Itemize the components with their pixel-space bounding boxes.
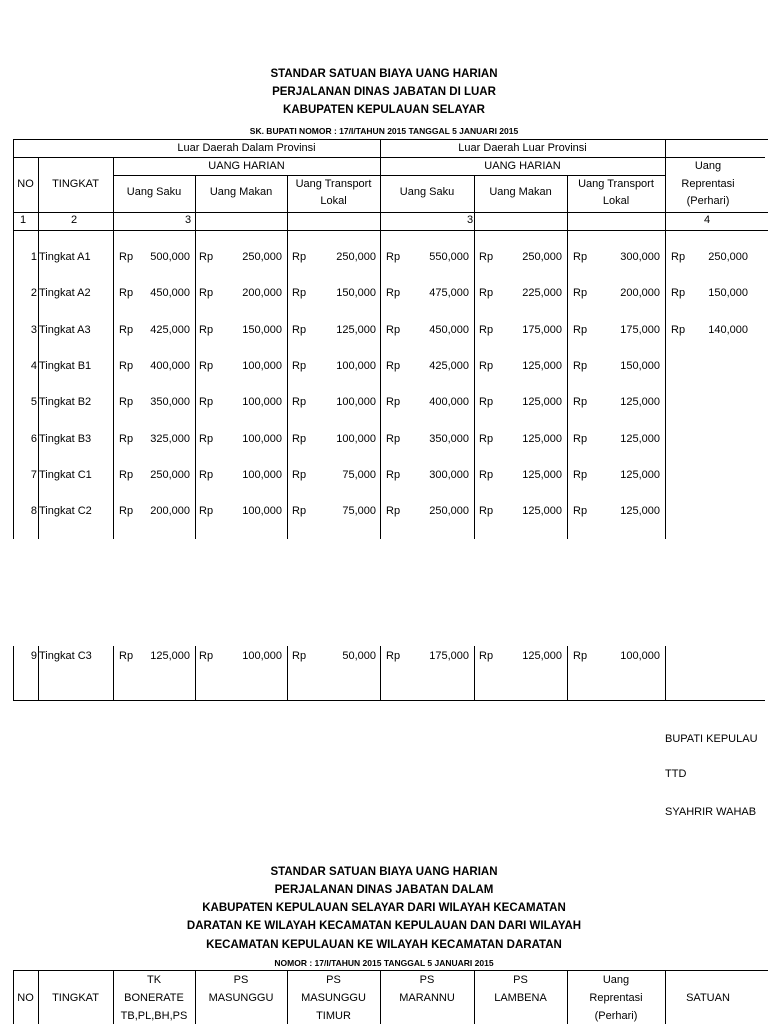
currency-label: Rp xyxy=(292,432,307,445)
amount-saku1: 325,000 xyxy=(150,432,190,445)
currency-label: Rp xyxy=(292,359,307,372)
currency-label: Rp xyxy=(292,468,307,481)
currency-label: Rp xyxy=(479,396,494,409)
grid-line xyxy=(474,175,475,539)
colnum-3a: 3 xyxy=(185,214,192,226)
doc2-header-ps-masunggu-timur-line-3: TIMUR xyxy=(316,1010,351,1022)
currency-label: Rp xyxy=(199,359,214,372)
doc2-sk-reference: NOMOR : 17/I/TAHUN 2015 TANGGAL 5 JANUARI 2015 xyxy=(274,958,494,968)
header-reprentasi-line-3: (Perhari) xyxy=(686,195,730,207)
currency-label: Rp xyxy=(119,650,134,662)
row-number: 2 xyxy=(30,287,37,300)
currency-label: Rp xyxy=(386,287,401,300)
currency-label: Rp xyxy=(199,323,214,336)
amount-makan2: 125,000 xyxy=(522,359,562,372)
amount-makan2: 125,000 xyxy=(522,432,562,445)
row-tingkat: Tingkat C3 xyxy=(39,650,92,662)
amount-repr: 150,000 xyxy=(708,287,748,300)
currency-label: Rp xyxy=(671,287,686,300)
currency-label: Rp xyxy=(386,505,401,518)
row-number: 5 xyxy=(30,396,37,409)
grid-line xyxy=(380,646,381,700)
row-tingkat: Tingkat C1 xyxy=(39,468,92,481)
grid-line xyxy=(195,175,196,539)
doc2-header-no: NO xyxy=(17,992,34,1004)
currency-label: Rp xyxy=(479,505,494,518)
currency-label: Rp xyxy=(573,251,588,263)
currency-label: Rp xyxy=(573,323,588,336)
amount-trans2: 175,000 xyxy=(620,323,660,336)
signature-ttd: TTD xyxy=(665,768,687,780)
currency-label: Rp xyxy=(573,287,588,300)
amount-makan1: 100,000 xyxy=(242,650,282,662)
grid-line xyxy=(13,230,768,231)
currency-label: Rp xyxy=(386,251,401,263)
amount-trans1: 150,000 xyxy=(336,287,376,300)
header-transport-1-line-2: Lokal xyxy=(320,195,347,207)
amount-trans1: 75,000 xyxy=(342,468,376,481)
amount-trans2: 100,000 xyxy=(620,650,660,662)
amount-makan2: 125,000 xyxy=(522,468,562,481)
amount-makan1: 100,000 xyxy=(242,359,282,372)
grid-line xyxy=(113,157,114,539)
row-number: 7 xyxy=(30,468,37,481)
amount-saku1: 125,000 xyxy=(150,650,190,662)
amount-makan2: 125,000 xyxy=(522,505,562,518)
amount-trans2: 125,000 xyxy=(620,396,660,409)
amount-makan2: 225,000 xyxy=(522,287,562,300)
amount-trans2: 300,000 xyxy=(620,251,660,263)
header-transport-2-line-2: Lokal xyxy=(602,195,630,207)
doc2-header-ps-marannu-line-1: PS xyxy=(419,974,435,986)
amount-makan1: 200,000 xyxy=(242,287,282,300)
row-number: 4 xyxy=(30,359,37,372)
currency-label: Rp xyxy=(386,359,401,372)
doc2-header-satuan: SATUAN xyxy=(686,992,730,1004)
amount-trans2: 200,000 xyxy=(620,287,660,300)
currency-label: Rp xyxy=(386,468,401,481)
currency-label: Rp xyxy=(573,359,588,372)
doc2-header-reprentasi-line-2: Reprentasi xyxy=(589,992,643,1004)
amount-saku2: 425,000 xyxy=(429,359,469,372)
currency-label: Rp xyxy=(199,396,214,409)
row-tingkat: Tingkat A3 xyxy=(39,323,91,336)
currency-label: Rp xyxy=(199,650,214,662)
amount-saku2: 250,000 xyxy=(429,505,469,518)
currency-label: Rp xyxy=(386,323,401,336)
header-uang-makan-1: Uang Makan xyxy=(209,186,273,198)
currency-label: Rp xyxy=(119,505,134,518)
doc2-header-tk-line-2: BONERATE xyxy=(124,992,184,1004)
currency-label: Rp xyxy=(386,650,401,662)
currency-label: Rp xyxy=(199,505,214,518)
currency-label: Rp xyxy=(199,432,214,445)
amount-makan1: 100,000 xyxy=(242,505,282,518)
header-uang-saku-2: Uang Saku xyxy=(399,186,455,198)
row-number: 3 xyxy=(30,323,37,336)
header-no: NO xyxy=(17,178,34,190)
grid-line xyxy=(567,175,568,539)
amount-saku1: 200,000 xyxy=(150,505,190,518)
amount-repr: 140,000 xyxy=(708,323,748,336)
doc1-title-line-2: PERJALANAN DINAS JABATAN DI LUAR xyxy=(272,86,496,98)
amount-makan1: 100,000 xyxy=(242,432,282,445)
grid-line xyxy=(474,646,475,700)
row-number: 8 xyxy=(30,505,37,518)
currency-label: Rp xyxy=(479,323,494,336)
doc2-title-line-5: KECAMATAN KEPULAUAN KE WILAYAH KECAMATAN DARATAN xyxy=(206,939,562,951)
grid-line xyxy=(13,212,768,213)
header-luar-daerah-luar-provinsi: Luar Daerah Luar Provinsi xyxy=(458,142,587,154)
amount-trans2: 125,000 xyxy=(620,505,660,518)
grid-line xyxy=(13,646,14,700)
doc2-header-ps-marannu-line-2: MARANNU xyxy=(399,992,455,1004)
currency-label: Rp xyxy=(119,432,134,445)
grid-line xyxy=(13,139,14,539)
currency-label: Rp xyxy=(119,251,134,263)
amount-trans2: 125,000 xyxy=(620,432,660,445)
currency-label: Rp xyxy=(479,287,494,300)
currency-label: Rp xyxy=(119,323,134,336)
doc2-header-ps-masunggu-line-1: PS xyxy=(233,974,249,986)
currency-label: Rp xyxy=(119,287,134,300)
doc1-sk-reference: SK. BUPATI NOMOR : 17/I/TAHUN 2015 TANGGAL 5 JANUARI 2015 xyxy=(249,126,519,136)
row-tingkat: Tingkat A1 xyxy=(39,251,91,263)
doc2-title-line-4: DARATAN KE WILAYAH KECAMATAN KEPULAUAN DAN DARI WILAYAH xyxy=(186,920,582,932)
doc1-title-line-1: STANDAR SATUAN BIAYA UANG HARIAN xyxy=(270,68,498,80)
amount-trans1: 50,000 xyxy=(342,650,376,662)
amount-trans1: 250,000 xyxy=(336,251,376,263)
row-tingkat: Tingkat B2 xyxy=(39,396,92,409)
currency-label: Rp xyxy=(292,251,307,263)
currency-label: Rp xyxy=(671,251,686,263)
currency-label: Rp xyxy=(573,468,588,481)
amount-makan2: 175,000 xyxy=(522,323,562,336)
doc2-header-tingkat: TINGKAT xyxy=(52,992,99,1004)
amount-makan2: 250,000 xyxy=(522,251,562,263)
doc2-header-ps-lambena-line-1: PS xyxy=(513,974,528,986)
currency-label: Rp xyxy=(479,432,494,445)
amount-trans1: 125,000 xyxy=(336,323,376,336)
header-uang-makan-2: Uang Makan xyxy=(489,186,552,198)
signature-name: SYAHRIR WAHAB xyxy=(665,806,757,818)
amount-trans1: 100,000 xyxy=(336,396,376,409)
header-transport-1-line-1: Uang Transport xyxy=(295,178,372,190)
grid-line xyxy=(287,646,288,700)
currency-label: Rp xyxy=(199,468,214,481)
amount-saku1: 250,000 xyxy=(150,468,190,481)
currency-label: Rp xyxy=(479,251,494,263)
currency-label: Rp xyxy=(671,323,686,336)
amount-trans2: 125,000 xyxy=(620,468,660,481)
colnum-3b: 3 xyxy=(467,214,474,226)
amount-trans1: 100,000 xyxy=(336,432,376,445)
amount-makan1: 250,000 xyxy=(242,251,282,263)
amount-trans2: 150,000 xyxy=(620,359,660,372)
signature-office: BUPATI KEPULAU xyxy=(665,733,758,745)
currency-label: Rp xyxy=(386,432,401,445)
grid-line xyxy=(195,646,196,700)
amount-saku2: 400,000 xyxy=(429,396,469,409)
currency-label: Rp xyxy=(292,650,307,662)
amount-saku2: 450,000 xyxy=(429,323,469,336)
currency-label: Rp xyxy=(119,468,134,481)
doc2-header-ps-masunggu-timur-line-2: MASUNGGU xyxy=(301,992,366,1004)
row-number: 9 xyxy=(30,650,37,662)
amount-saku2: 175,000 xyxy=(429,650,469,662)
header-transport-2-line-1: Uang Transport xyxy=(578,178,654,190)
grid-line xyxy=(13,970,768,971)
header-reprentasi-line-1: Uang xyxy=(694,160,722,172)
grid-line xyxy=(567,646,568,700)
row-tingkat: Tingkat B3 xyxy=(39,432,92,445)
currency-label: Rp xyxy=(386,396,401,409)
grid-line xyxy=(665,646,666,700)
doc2-header-ps-masunggu-timur-line-1: PS xyxy=(326,974,341,986)
amount-makan2: 125,000 xyxy=(522,396,562,409)
header-luar-daerah-dalam-provinsi: Luar Daerah Dalam Provinsi xyxy=(177,142,316,154)
currency-label: Rp xyxy=(199,287,214,300)
row-tingkat: Tingkat B1 xyxy=(39,359,92,372)
colnum-1: 1 xyxy=(20,214,27,226)
amount-saku2: 350,000 xyxy=(429,432,469,445)
doc2-header-reprentasi-line-1: Uang xyxy=(602,974,630,986)
currency-label: Rp xyxy=(119,359,134,372)
grid-line xyxy=(287,175,288,539)
doc2-title-line-1: STANDAR SATUAN BIAYA UANG HARIAN xyxy=(270,866,498,878)
row-tingkat: Tingkat A2 xyxy=(39,287,91,300)
currency-label: Rp xyxy=(573,505,588,518)
amount-makan2: 125,000 xyxy=(522,650,562,662)
currency-label: Rp xyxy=(119,396,134,409)
grid-line xyxy=(13,700,765,701)
amount-saku2: 550,000 xyxy=(429,251,469,263)
doc2-header-reprentasi-line-3: (Perhari) xyxy=(594,1010,638,1022)
row-number: 1 xyxy=(30,251,37,263)
header-tingkat: TINGKAT xyxy=(52,178,99,190)
colnum-2: 2 xyxy=(71,214,78,226)
amount-saku1: 400,000 xyxy=(150,359,190,372)
currency-label: Rp xyxy=(292,323,307,336)
amount-saku2: 475,000 xyxy=(429,287,469,300)
doc1-title-line-3: KABUPATEN KEPULAUAN SELAYAR xyxy=(283,104,485,116)
currency-label: Rp xyxy=(479,468,494,481)
doc2-title-line-2: PERJALANAN DINAS JABATAN DALAM xyxy=(274,884,494,896)
amount-trans1: 75,000 xyxy=(342,505,376,518)
currency-label: Rp xyxy=(573,432,588,445)
currency-label: Rp xyxy=(292,287,307,300)
amount-makan1: 100,000 xyxy=(242,396,282,409)
currency-label: Rp xyxy=(479,359,494,372)
amount-makan1: 150,000 xyxy=(242,323,282,336)
currency-label: Rp xyxy=(292,505,307,518)
doc2-title-line-3: KABUPATEN KEPULAUAN SELAYAR DARI WILAYAH KECAMATAN xyxy=(202,902,566,914)
currency-label: Rp xyxy=(292,396,307,409)
amount-saku1: 500,000 xyxy=(150,251,190,263)
currency-label: Rp xyxy=(199,251,214,263)
row-number: 6 xyxy=(30,432,37,445)
amount-saku1: 350,000 xyxy=(150,396,190,409)
amount-repr: 250,000 xyxy=(708,251,748,263)
header-reprentasi-line-2: Reprentasi xyxy=(681,178,735,190)
amount-saku1: 450,000 xyxy=(150,287,190,300)
amount-trans1: 100,000 xyxy=(336,359,376,372)
doc2-header-ps-lambena-line-2: LAMBENA xyxy=(494,992,547,1004)
amount-saku2: 300,000 xyxy=(429,468,469,481)
currency-label: Rp xyxy=(573,396,588,409)
header-uang-harian-2: UANG HARIAN xyxy=(484,160,561,172)
doc2-header-tk-line-3: TB,PL,BH,PS xyxy=(120,1010,188,1022)
doc2-header-tk-line-1: TK xyxy=(146,974,162,986)
header-uang-harian-1: UANG HARIAN xyxy=(208,160,285,172)
currency-label: Rp xyxy=(573,650,588,662)
colnum-4: 4 xyxy=(704,214,711,226)
amount-makan1: 100,000 xyxy=(242,468,282,481)
currency-label: Rp xyxy=(479,650,494,662)
grid-line xyxy=(38,157,39,539)
doc2-header-ps-masunggu-line-2: MASUNGGU xyxy=(208,992,274,1004)
row-tingkat: Tingkat C2 xyxy=(39,505,92,518)
header-uang-saku-1: Uang Saku xyxy=(126,186,182,198)
grid-line xyxy=(113,646,114,700)
amount-saku1: 425,000 xyxy=(150,323,190,336)
